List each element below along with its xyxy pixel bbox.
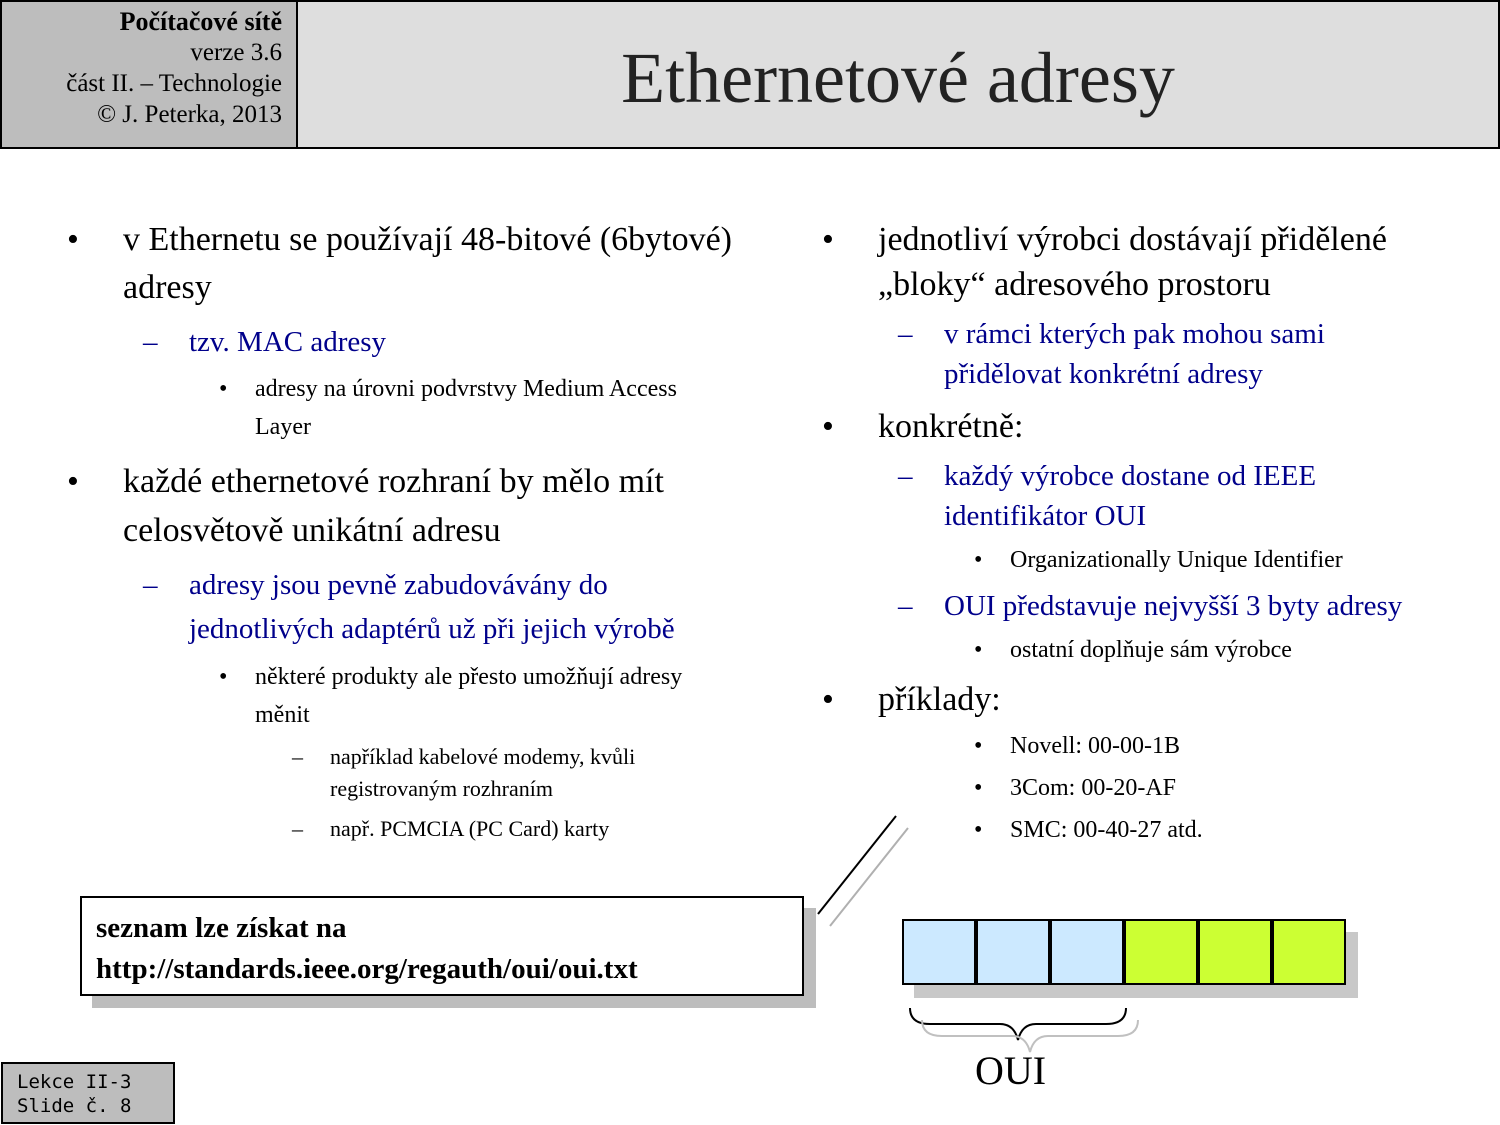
left-bullet-1-text: v Ethernetu se používají 48-bitové (6bytové) [123, 221, 732, 258]
oui-list-note [80, 896, 804, 996]
connector-line [818, 816, 896, 914]
bullet-mark: • [822, 408, 834, 445]
bullet-mark: • [219, 664, 228, 690]
course-name: Počítačové sítě [119, 7, 282, 36]
bullet-mark: • [974, 775, 983, 801]
footer-slide: Slide č. 8 [17, 1095, 132, 1117]
address-byte-oui [976, 919, 1050, 985]
left-dash-2-text: adresy jsou pevně zabudovávány do [189, 569, 608, 601]
dash-mark: – [898, 318, 913, 350]
left-dash-1-text: tzv. MAC adresy [189, 326, 387, 358]
right-bullet-1-text: jednotliví výrobci dostávají přidělené [878, 221, 1387, 258]
right-dash-1-cont: přidělovat konkrétní adresy [944, 358, 1263, 390]
left-sub-bullet-2-cont: měnit [255, 702, 310, 728]
right-dash-2-cont: identifikátor OUI [944, 500, 1147, 532]
course-part: část II. – Technologie [66, 70, 282, 97]
right-bullet-1-cont: „bloky“ adresového prostoru [878, 266, 1271, 303]
left-dash-4-text: např. PCMCIA (PC Card) karty [330, 816, 610, 841]
bullet-mark: • [822, 221, 834, 258]
note-line-1: seznam lze získat na [96, 912, 347, 944]
connector-line-shadow [830, 828, 908, 926]
address-byte-vendor [1124, 919, 1198, 985]
example-3com-text: 3Com: 00-20-AF [1010, 775, 1177, 801]
bullet-mark: • [974, 733, 983, 759]
left-bullet-2-cont: celosvětově unikátní adresu [123, 512, 501, 549]
right-bullet-3-text: příklady: [878, 681, 1001, 718]
address-byte-oui [902, 919, 976, 985]
right-sub-bullet-1-text: Organizationally Unique Identifier [1010, 547, 1343, 573]
right-dash-3-text: OUI představuje nejvyšší 3 byty adresy [944, 590, 1403, 622]
dash-mark: – [292, 744, 303, 769]
dash-mark: – [292, 816, 303, 841]
right-dash-2-text: každý výrobce dostane od IEEE [944, 460, 1317, 492]
course-version: verze 3.6 [190, 39, 282, 66]
address-byte-vendor [1198, 919, 1272, 985]
example-smc-text: SMC: 00-40-27 atd. [1010, 817, 1203, 843]
dash-mark: – [143, 569, 158, 601]
footer-lecture: Lekce II-3 [17, 1071, 132, 1093]
bullet-mark: • [67, 221, 79, 258]
course-copyright: © J. Peterka, 2013 [97, 101, 282, 128]
note-url[interactable]: http://standards.ieee.org/regauth/oui/oui.txt [96, 953, 638, 985]
left-sub-bullet-2-text: některé produkty ale přesto umožňují adresy [255, 664, 683, 690]
left-dash-3-text: například kabelové modemy, kvůli [330, 744, 636, 769]
left-dash-3-cont: registrovaným rozhraním [330, 776, 553, 801]
bullet-mark: • [822, 681, 834, 718]
oui-label: OUI [975, 1048, 1047, 1093]
left-dash-2-cont: jednotlivých adaptérů už při jejich výrobě [189, 613, 675, 645]
bullet-mark: • [974, 637, 983, 663]
left-sub-bullet-1-text: adresy na úrovni podvrstvy Medium Access [255, 376, 677, 402]
slide-title: Ethernetové adresy [621, 38, 1175, 118]
dash-mark: – [143, 326, 158, 358]
dash-mark: – [898, 460, 913, 492]
bullet-mark: • [67, 463, 79, 500]
address-byte-oui [1050, 919, 1124, 985]
right-sub-bullet-2-text: ostatní doplňuje sám výrobce [1010, 637, 1292, 663]
lecture-footer [1, 1062, 175, 1124]
address-byte-vendor [1272, 919, 1346, 985]
right-bullet-2-text: konkrétně: [878, 408, 1024, 445]
bullet-mark: • [974, 817, 983, 843]
example-novell-text: Novell: 00-00-1B [1010, 733, 1180, 759]
right-dash-1-text: v rámci kterých pak mohou sami [944, 318, 1325, 350]
left-bullet-2-text: každé ethernetové rozhraní by mělo mít [123, 463, 664, 500]
left-sub-bullet-1-cont: Layer [255, 414, 311, 440]
bullet-mark: • [974, 547, 983, 573]
dash-mark: – [898, 590, 913, 622]
left-bullet-1-cont: adresy [123, 269, 212, 306]
bullet-mark: • [219, 376, 228, 402]
